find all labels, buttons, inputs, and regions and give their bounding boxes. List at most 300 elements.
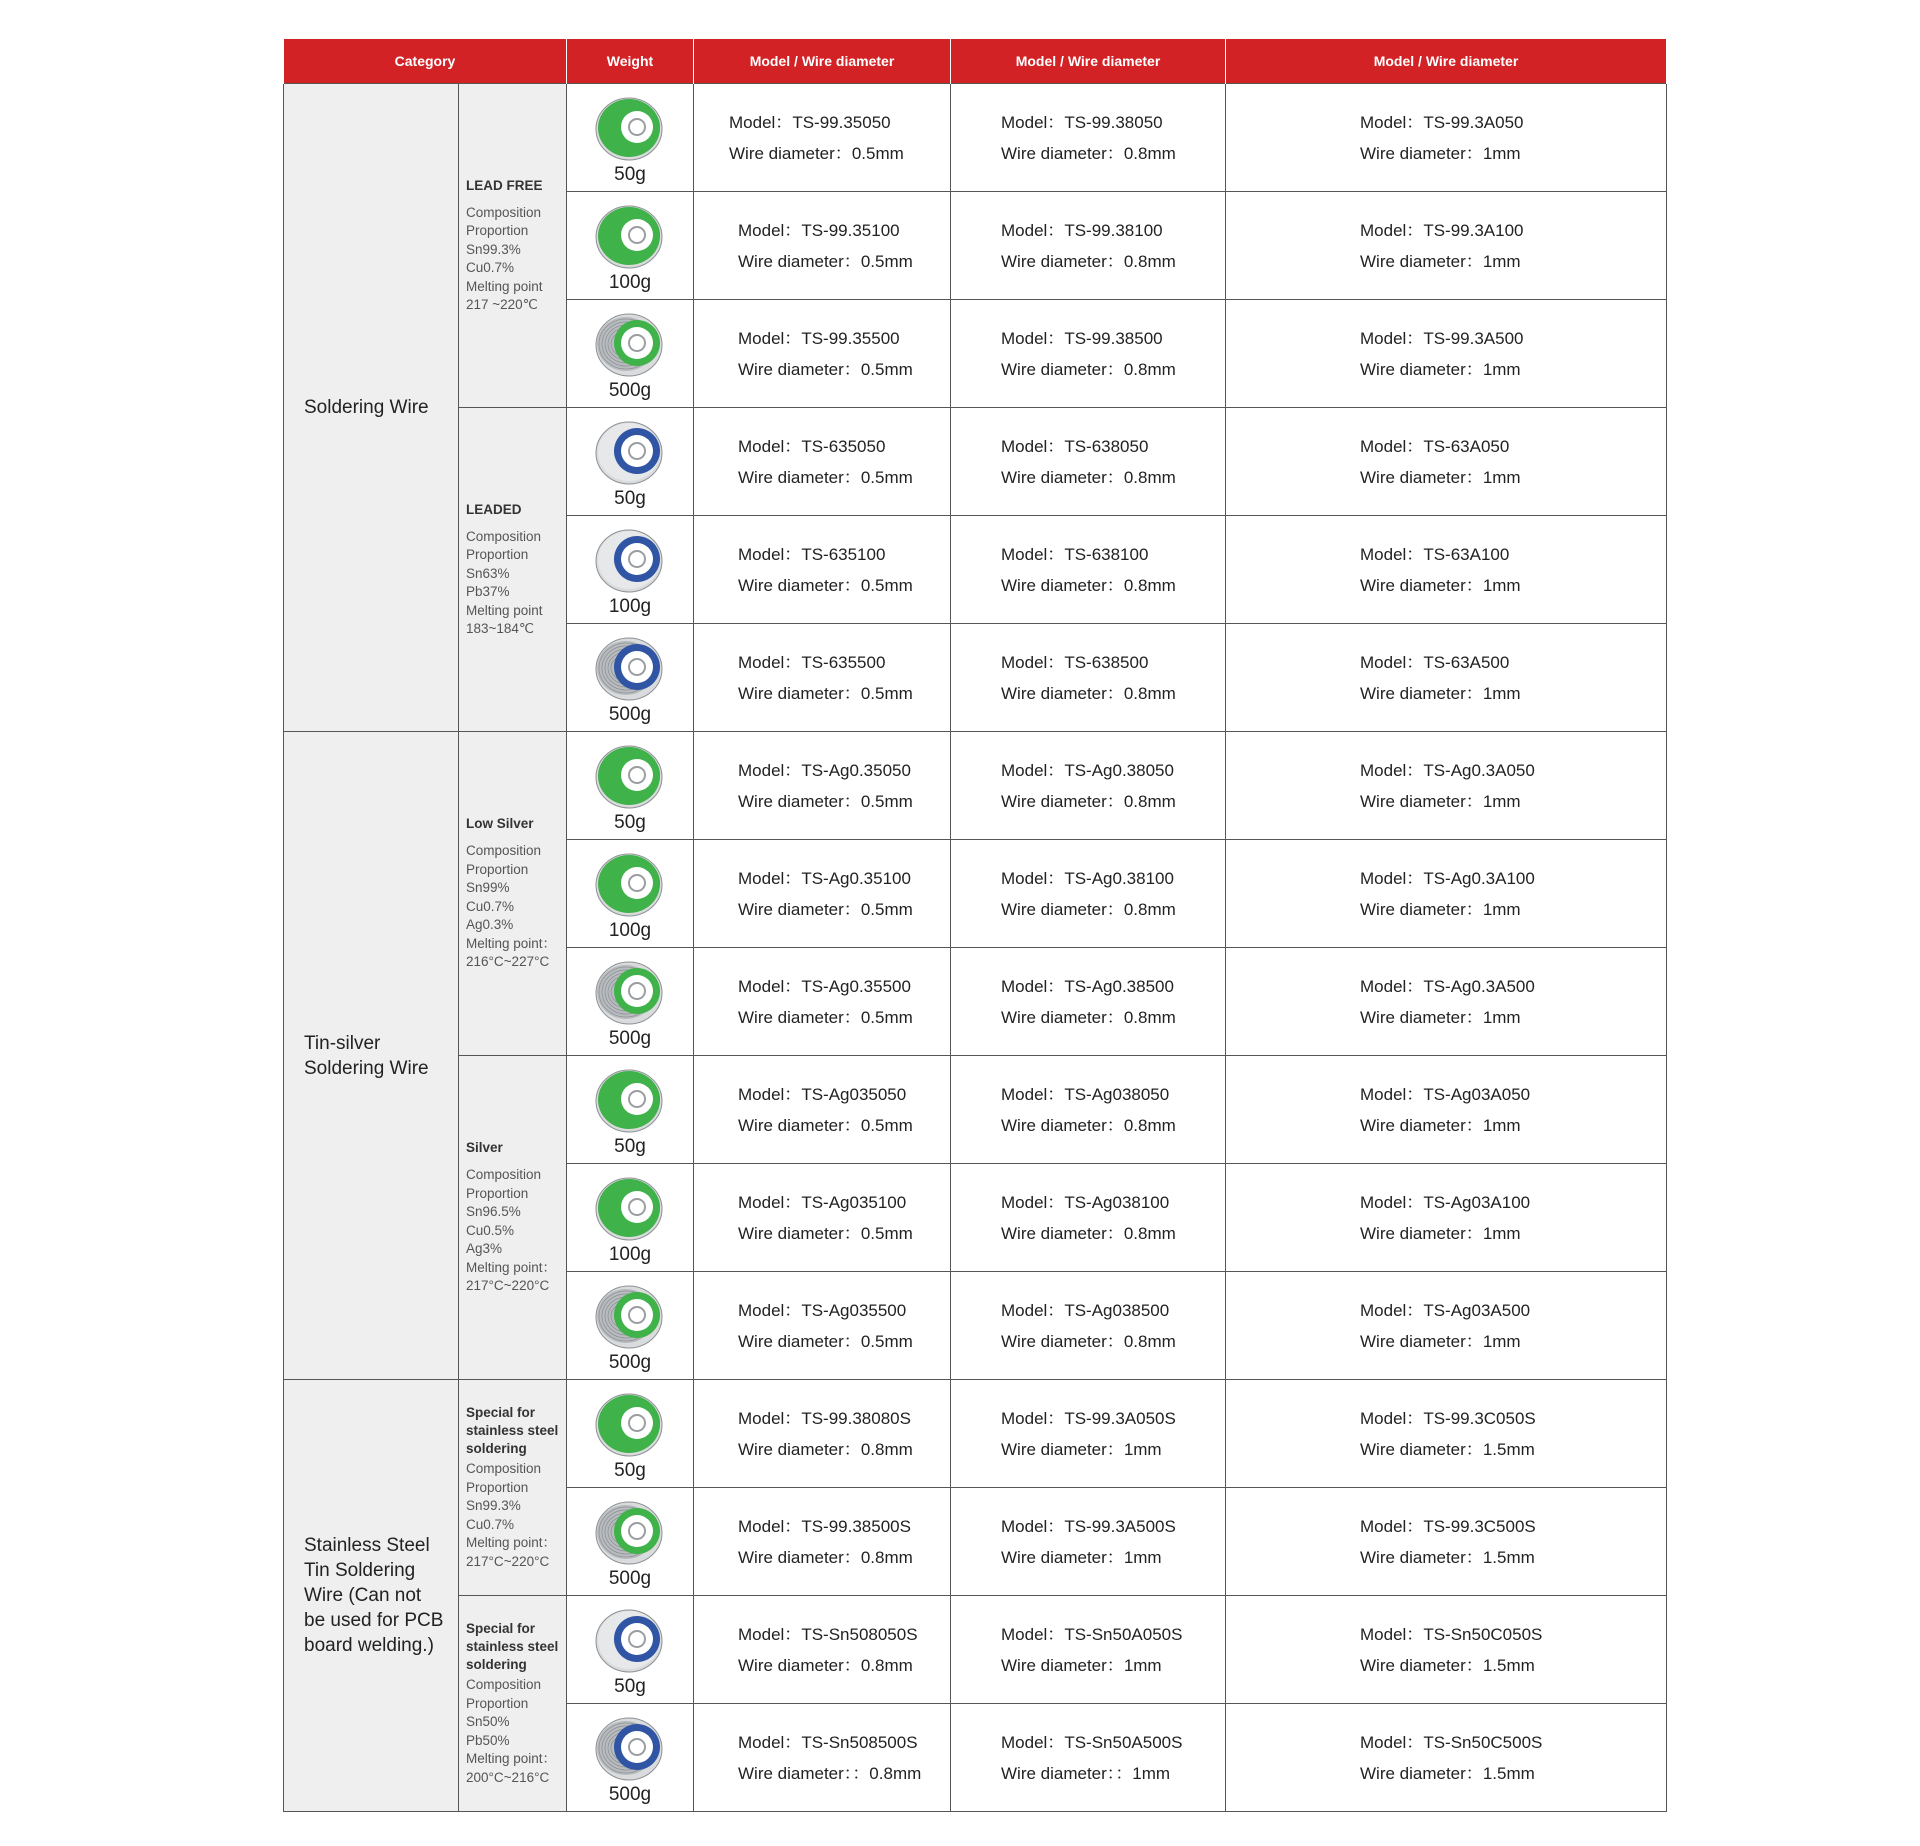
model-number: TS-99.38500S bbox=[801, 1516, 911, 1536]
diameter-line bbox=[1001, 1110, 1225, 1141]
model-number: TS-635500 bbox=[801, 652, 886, 672]
green-spool-large-icon bbox=[593, 306, 667, 380]
green-spool-icon bbox=[593, 1386, 667, 1460]
diameter-prefix: Wire diameter： bbox=[1001, 1007, 1124, 1027]
model-prefix: Model： bbox=[738, 328, 802, 348]
model-cell bbox=[694, 948, 951, 1056]
model-cell bbox=[1226, 1056, 1667, 1164]
wire-diameter: 1mm bbox=[1482, 359, 1521, 379]
diameter-line bbox=[738, 1326, 950, 1357]
composition-line: Sn96.5% bbox=[466, 1204, 521, 1220]
weight-label: 100g bbox=[608, 1244, 652, 1265]
wire-diameter: 1.5mm bbox=[1482, 1655, 1535, 1675]
diameter-prefix: Wire diameter： bbox=[1360, 683, 1483, 703]
model-number: TS-Sn508050S bbox=[801, 1624, 918, 1644]
green-spool-icon bbox=[593, 198, 667, 272]
wire-diameter: 1.5mm bbox=[1482, 1763, 1535, 1783]
model-line bbox=[1001, 1727, 1225, 1758]
model-number: TS-99.3A050 bbox=[1423, 112, 1524, 132]
composition-line: Composition bbox=[466, 1461, 542, 1476]
model-cell bbox=[951, 1056, 1226, 1164]
diameter-prefix: Wire diameter： bbox=[738, 1439, 861, 1459]
model-prefix: Model： bbox=[1001, 976, 1065, 996]
diameter-prefix: Wire diameter： bbox=[738, 251, 861, 271]
wire-diameter: 0.8mm bbox=[860, 1547, 913, 1567]
diameter-prefix: Wire diameter： bbox=[738, 359, 861, 379]
composition-line: Proportion bbox=[466, 1185, 529, 1201]
diameter-prefix: Wire diameter： bbox=[1001, 251, 1124, 271]
model-info bbox=[694, 1079, 950, 1141]
diameter-line bbox=[738, 462, 950, 493]
model-info bbox=[1226, 1403, 1666, 1465]
composition-line: Sn99% bbox=[466, 880, 510, 896]
composition-line: Proportion bbox=[466, 861, 529, 877]
model-info bbox=[951, 1403, 1225, 1465]
model-line bbox=[1360, 971, 1666, 1002]
model-cell bbox=[694, 516, 951, 624]
diameter-line bbox=[738, 1758, 950, 1789]
composition-line: Pb37% bbox=[466, 584, 510, 599]
green-spool-large-icon bbox=[593, 954, 667, 1028]
composition-line: Composition bbox=[466, 1167, 542, 1183]
wire-diameter: 1mm bbox=[1123, 1439, 1162, 1459]
diameter-line bbox=[1001, 678, 1225, 709]
table-row bbox=[284, 1056, 1667, 1164]
model-info bbox=[694, 863, 950, 925]
model-number: TS-Ag03A500 bbox=[1423, 1300, 1531, 1320]
model-info bbox=[1226, 215, 1666, 277]
weight-label: 100g bbox=[608, 596, 652, 617]
diameter-line bbox=[738, 570, 950, 601]
diameter-prefix: Wire diameter： bbox=[1001, 1763, 1116, 1783]
diameter-prefix: Wire diameter： bbox=[1001, 575, 1124, 595]
subgroup-title: LEADED bbox=[466, 501, 522, 517]
model-cell bbox=[951, 624, 1226, 732]
diameter-line bbox=[1360, 1542, 1666, 1573]
composition-line: Cu0.7% bbox=[466, 260, 515, 275]
wire-diameter: 0.8mm bbox=[1123, 1223, 1176, 1243]
diameter-line bbox=[1001, 1002, 1225, 1033]
diameter-line bbox=[1001, 894, 1225, 925]
model-prefix: Model： bbox=[1360, 436, 1424, 456]
diameter-line bbox=[1001, 462, 1225, 493]
weight-cell bbox=[567, 840, 694, 948]
wire-diameter: 0.8mm bbox=[1123, 359, 1176, 379]
subgroup-info bbox=[459, 408, 567, 732]
wire-diameter: 1mm bbox=[1482, 575, 1521, 595]
model-prefix: Model： bbox=[1001, 1732, 1065, 1752]
model-info bbox=[951, 1079, 1225, 1141]
model-prefix: Model： bbox=[1360, 1624, 1424, 1644]
model-number: TS-99.35500 bbox=[801, 328, 900, 348]
model-line bbox=[738, 1619, 950, 1650]
diameter-line bbox=[1360, 1002, 1666, 1033]
model-line bbox=[738, 1403, 950, 1434]
model-number: TS-99.3C500S bbox=[1423, 1516, 1536, 1536]
green-spool-large-icon bbox=[593, 1494, 667, 1568]
category-name: Tin-silver Soldering Wire bbox=[284, 732, 459, 1380]
diameter-line bbox=[1360, 138, 1666, 169]
model-prefix: Model： bbox=[1360, 1300, 1424, 1320]
model-line bbox=[1360, 1727, 1666, 1758]
model-prefix: Model： bbox=[1360, 112, 1424, 132]
green-spool-icon bbox=[593, 1170, 667, 1244]
model-cell bbox=[1226, 300, 1667, 408]
model-line bbox=[738, 1187, 950, 1218]
model-line bbox=[1360, 431, 1666, 462]
model-prefix: Model： bbox=[1360, 652, 1424, 672]
header-model-col-1: Model / Wire diameter bbox=[694, 39, 951, 84]
weight-label: 500g bbox=[608, 1352, 652, 1373]
model-info bbox=[1226, 863, 1666, 925]
diameter-prefix: Wire diameter： bbox=[1360, 359, 1483, 379]
weight-cell bbox=[567, 624, 694, 732]
diameter-line bbox=[738, 678, 950, 709]
green-spool-icon bbox=[593, 90, 667, 164]
model-line bbox=[1001, 1187, 1225, 1218]
model-info bbox=[1226, 1619, 1666, 1681]
composition-line: Composition bbox=[466, 204, 542, 220]
model-cell bbox=[694, 1488, 951, 1596]
model-prefix: Model： bbox=[1001, 328, 1065, 348]
model-line bbox=[738, 863, 950, 894]
header-model-col-3: Model / Wire diameter bbox=[1226, 39, 1667, 84]
diameter-line bbox=[1001, 246, 1225, 277]
diameter-line bbox=[738, 1434, 950, 1465]
model-line bbox=[1360, 107, 1666, 138]
model-line bbox=[738, 323, 950, 354]
composition-line: Ag3% bbox=[466, 1241, 503, 1257]
wire-diameter: 0.8mm bbox=[1123, 899, 1176, 919]
wire-diameter: 1mm bbox=[1482, 791, 1521, 811]
model-number: TS-Ag035500 bbox=[801, 1300, 907, 1320]
model-number: TS-Ag0.38100 bbox=[1064, 868, 1174, 888]
diameter-line bbox=[738, 894, 950, 925]
table-row bbox=[284, 1596, 1667, 1704]
diameter-line bbox=[1360, 1650, 1666, 1681]
model-cell bbox=[951, 84, 1226, 192]
model-prefix: Model： bbox=[738, 1192, 802, 1212]
green-spool-icon bbox=[593, 1062, 667, 1136]
model-number: TS-99.35050 bbox=[792, 112, 891, 132]
model-cell bbox=[951, 300, 1226, 408]
model-prefix: Model： bbox=[738, 652, 802, 672]
model-prefix: Model： bbox=[738, 976, 802, 996]
diameter-line bbox=[1001, 138, 1225, 169]
model-info bbox=[694, 323, 950, 385]
model-info bbox=[1226, 755, 1666, 817]
model-info bbox=[951, 107, 1225, 169]
diameter-prefix: Wire diameter： bbox=[738, 791, 861, 811]
model-line bbox=[1360, 1403, 1666, 1434]
weight-label: 50g bbox=[614, 164, 646, 185]
model-line bbox=[1360, 1187, 1666, 1218]
model-number: TS-99.38500 bbox=[1064, 328, 1163, 348]
weight-label: 500g bbox=[608, 1568, 652, 1589]
diameter-line bbox=[1360, 894, 1666, 925]
diameter-prefix: Wire diameter： bbox=[1360, 791, 1483, 811]
model-info bbox=[1226, 1727, 1666, 1789]
diameter-line bbox=[1001, 786, 1225, 817]
diameter-prefix: Wire diameter： bbox=[729, 143, 852, 163]
green-spool-large-icon bbox=[593, 1278, 667, 1352]
model-info bbox=[1226, 1187, 1666, 1249]
model-line bbox=[1360, 539, 1666, 570]
diameter-prefix: Wire diameter： bbox=[1001, 791, 1124, 811]
model-number: TS-Ag035100 bbox=[801, 1192, 907, 1212]
wire-diameter: 0.5mm bbox=[860, 251, 913, 271]
model-cell bbox=[694, 408, 951, 516]
model-prefix: Model： bbox=[1360, 1516, 1424, 1536]
wire-diameter: 0.8mm bbox=[1123, 791, 1176, 811]
model-number: TS-Ag0.38500 bbox=[1064, 976, 1174, 996]
wire-diameter: 0.8mm bbox=[1123, 143, 1176, 163]
weight-cell bbox=[567, 1056, 694, 1164]
diameter-line bbox=[1001, 1650, 1225, 1681]
model-info bbox=[694, 971, 950, 1033]
model-cell bbox=[694, 1164, 951, 1272]
model-info bbox=[694, 107, 950, 169]
blue-spool-large-icon bbox=[593, 630, 667, 704]
model-line bbox=[738, 1511, 950, 1542]
model-cell bbox=[951, 1488, 1226, 1596]
diameter-prefix: Wire diameter： bbox=[1001, 1439, 1124, 1459]
composition-line: Cu0.7% bbox=[466, 1516, 515, 1532]
composition-line: Sn99.3% bbox=[466, 1498, 521, 1513]
model-info bbox=[951, 215, 1225, 277]
model-cell bbox=[694, 1704, 951, 1812]
weight-label: 50g bbox=[614, 812, 646, 833]
model-line bbox=[738, 971, 950, 1002]
diameter-prefix: Wire diameter： bbox=[738, 1007, 861, 1027]
diameter-line bbox=[1001, 1542, 1225, 1573]
diameter-prefix: Wire diameter： bbox=[1001, 1331, 1124, 1351]
model-number: TS-99.3A500S bbox=[1064, 1516, 1176, 1536]
model-line bbox=[1360, 1079, 1666, 1110]
model-info bbox=[1226, 647, 1666, 709]
wire-diameter: 0.5mm bbox=[860, 683, 913, 703]
diameter-line bbox=[1360, 1434, 1666, 1465]
model-cell bbox=[694, 1272, 951, 1380]
subgroup-title: Low Silver bbox=[466, 816, 534, 832]
diameter-prefix: Wire diameter： bbox=[1001, 1115, 1124, 1135]
model-line bbox=[1001, 107, 1225, 138]
diameter-prefix: Wire diameter： bbox=[1360, 899, 1483, 919]
model-cell bbox=[1226, 84, 1667, 192]
model-info bbox=[694, 1187, 950, 1249]
model-cell bbox=[694, 732, 951, 840]
model-cell bbox=[1226, 408, 1667, 516]
model-prefix: Model： bbox=[1360, 1408, 1424, 1428]
diameter-line bbox=[738, 354, 950, 385]
model-line bbox=[1360, 647, 1666, 678]
model-info bbox=[694, 539, 950, 601]
model-number: TS-638050 bbox=[1064, 436, 1149, 456]
wire-diameter: 0.8mm bbox=[1123, 251, 1176, 271]
diameter-prefix: Wire diameter： bbox=[738, 1331, 861, 1351]
weight-label: 50g bbox=[614, 488, 646, 509]
model-cell bbox=[951, 948, 1226, 1056]
model-number: TS-99.3A050S bbox=[1064, 1408, 1176, 1428]
wire-diameter: ：1mm bbox=[1115, 1763, 1171, 1783]
category-name: Soldering Wire bbox=[284, 84, 459, 732]
diameter-prefix: Wire diameter： bbox=[738, 575, 861, 595]
model-cell bbox=[694, 1380, 951, 1488]
blue-spool-icon bbox=[593, 1602, 667, 1676]
model-prefix: Model： bbox=[1360, 328, 1424, 348]
model-line bbox=[1001, 539, 1225, 570]
model-info bbox=[951, 539, 1225, 601]
model-line bbox=[1001, 1079, 1225, 1110]
diameter-prefix: Wire diameter： bbox=[1360, 1007, 1483, 1027]
model-line bbox=[1001, 863, 1225, 894]
model-number: TS-Ag038050 bbox=[1064, 1084, 1170, 1104]
weight-cell bbox=[567, 192, 694, 300]
model-prefix: Model： bbox=[1360, 760, 1424, 780]
model-number: TS-Sn50C050S bbox=[1423, 1624, 1543, 1644]
model-line bbox=[1360, 863, 1666, 894]
diameter-line bbox=[1360, 354, 1666, 385]
model-cell bbox=[1226, 732, 1667, 840]
model-line bbox=[1001, 323, 1225, 354]
composition-line: Melting point bbox=[466, 602, 543, 618]
diameter-prefix: Wire diameter： bbox=[738, 899, 861, 919]
header-model-col-2: Model / Wire diameter bbox=[951, 39, 1226, 84]
model-info bbox=[951, 1727, 1225, 1789]
wire-diameter: 0.5mm bbox=[860, 1115, 913, 1135]
composition-line: 217°C~220°C bbox=[466, 1278, 550, 1294]
model-number: TS-638500 bbox=[1064, 652, 1149, 672]
weight-label: 500g bbox=[608, 1028, 652, 1049]
model-number: TS-635100 bbox=[801, 544, 886, 564]
subgroup-info bbox=[459, 1056, 567, 1380]
model-prefix: Model： bbox=[738, 868, 802, 888]
model-cell bbox=[951, 1704, 1226, 1812]
model-info bbox=[694, 431, 950, 493]
subgroup-info bbox=[459, 1596, 567, 1812]
composition-line: Melting point： bbox=[466, 1535, 557, 1550]
subgroup-title: Special for stainless steel soldering bbox=[466, 1621, 559, 1672]
model-number: TS-638100 bbox=[1064, 544, 1149, 564]
model-info bbox=[694, 215, 950, 277]
model-prefix: Model： bbox=[738, 220, 802, 240]
blue-spool-large-icon bbox=[593, 1710, 667, 1784]
model-number: TS-63A050 bbox=[1423, 436, 1510, 456]
diameter-prefix: Wire diameter： bbox=[738, 1655, 861, 1675]
model-cell bbox=[694, 1056, 951, 1164]
composition-line: 200°C~216°C bbox=[466, 1769, 550, 1785]
composition-line: Sn50% bbox=[466, 1714, 510, 1729]
model-cell bbox=[694, 840, 951, 948]
diameter-prefix: Wire diameter： bbox=[1001, 1547, 1124, 1567]
composition-line: Composition bbox=[466, 843, 542, 859]
diameter-prefix: Wire diameter： bbox=[738, 683, 861, 703]
model-info bbox=[1226, 539, 1666, 601]
wire-diameter: 1mm bbox=[1482, 1007, 1521, 1027]
model-info bbox=[951, 323, 1225, 385]
weight-label: 100g bbox=[608, 920, 652, 941]
model-info bbox=[951, 971, 1225, 1033]
model-line bbox=[729, 107, 950, 138]
model-info bbox=[951, 755, 1225, 817]
model-prefix: Model： bbox=[1001, 1192, 1065, 1212]
composition-line: Pb50% bbox=[466, 1732, 510, 1748]
model-info bbox=[694, 1295, 950, 1357]
table-row bbox=[284, 732, 1667, 840]
model-cell bbox=[951, 192, 1226, 300]
model-line bbox=[738, 647, 950, 678]
model-line bbox=[1360, 1619, 1666, 1650]
green-spool-icon bbox=[593, 846, 667, 920]
model-number: TS-Sn508500S bbox=[801, 1732, 918, 1752]
model-info bbox=[694, 1619, 950, 1681]
diameter-prefix: Wire diameter： bbox=[1360, 1331, 1483, 1351]
model-prefix: Model： bbox=[1360, 1192, 1424, 1212]
composition-line: Composition bbox=[466, 528, 542, 544]
model-cell bbox=[951, 516, 1226, 624]
composition-line: Cu0.5% bbox=[466, 1222, 515, 1238]
wire-diameter: ：0.8mm bbox=[852, 1763, 922, 1783]
model-cell bbox=[951, 1596, 1226, 1704]
model-prefix: Model： bbox=[1001, 1624, 1065, 1644]
diameter-prefix: Wire diameter： bbox=[1360, 1115, 1483, 1135]
model-info bbox=[951, 1511, 1225, 1573]
model-cell bbox=[951, 732, 1226, 840]
diameter-prefix: Wire diameter： bbox=[1360, 575, 1483, 595]
model-cell bbox=[1226, 1380, 1667, 1488]
diameter-line bbox=[738, 1542, 950, 1573]
model-prefix: Model： bbox=[1001, 1300, 1065, 1320]
model-prefix: Model： bbox=[1360, 220, 1424, 240]
model-cell bbox=[1226, 948, 1667, 1056]
model-info bbox=[1226, 323, 1666, 385]
wire-diameter: 1.5mm bbox=[1482, 1547, 1535, 1567]
model-prefix: Model： bbox=[738, 760, 802, 780]
subgroup-info bbox=[459, 1380, 567, 1596]
model-number: TS-Sn50A050S bbox=[1064, 1624, 1183, 1644]
wire-diameter: 0.8mm bbox=[1123, 1007, 1176, 1027]
model-info bbox=[1226, 1511, 1666, 1573]
diameter-line bbox=[1360, 462, 1666, 493]
model-cell bbox=[694, 624, 951, 732]
model-prefix: Model： bbox=[1001, 868, 1065, 888]
diameter-prefix: Wire diameter： bbox=[1360, 1439, 1483, 1459]
model-number: TS-63A500 bbox=[1423, 652, 1510, 672]
composition-line: Cu0.7% bbox=[466, 898, 515, 914]
model-info bbox=[1226, 1079, 1666, 1141]
diameter-prefix: Wire diameter： bbox=[1001, 1655, 1124, 1675]
diameter-prefix: Wire diameter： bbox=[738, 1547, 861, 1567]
model-number: TS-Ag0.3A500 bbox=[1423, 976, 1535, 996]
wire-diameter: 0.8mm bbox=[860, 1655, 913, 1675]
diameter-line bbox=[729, 138, 950, 169]
model-number: TS-Sn50A500S bbox=[1064, 1732, 1183, 1752]
wire-diameter: 1mm bbox=[1482, 251, 1521, 271]
wire-diameter: 0.8mm bbox=[1123, 1331, 1176, 1351]
model-info bbox=[1226, 431, 1666, 493]
model-prefix: Model： bbox=[1001, 1084, 1065, 1104]
model-line bbox=[1001, 647, 1225, 678]
model-number: TS-99.3A100 bbox=[1423, 220, 1524, 240]
model-info bbox=[951, 863, 1225, 925]
weight-cell bbox=[567, 516, 694, 624]
wire-diameter: 1mm bbox=[1482, 899, 1521, 919]
spec-table bbox=[283, 39, 1667, 1812]
diameter-line bbox=[738, 1110, 950, 1141]
composition-line: Proportion bbox=[466, 1695, 529, 1711]
model-cell bbox=[951, 840, 1226, 948]
weight-cell bbox=[567, 1596, 694, 1704]
